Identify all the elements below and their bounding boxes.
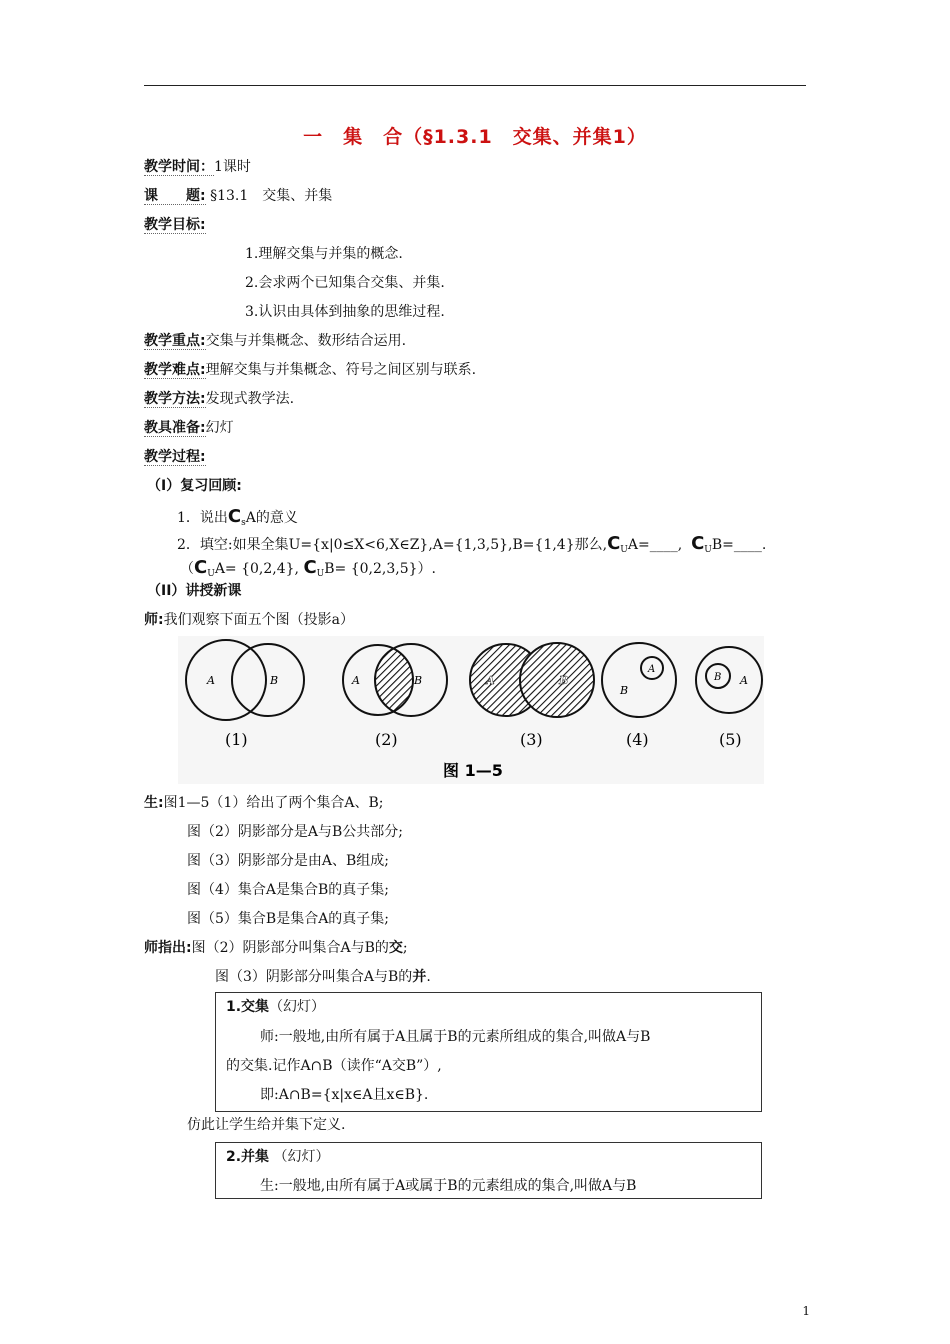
venn-sublabel: (2)	[375, 730, 398, 749]
venn-figure	[178, 636, 764, 784]
box-heading-title: 1.交集	[226, 999, 270, 1015]
complement-symbol: C	[303, 557, 317, 578]
q1-post: A的意义	[245, 510, 298, 526]
ans-a: A= {0,2,4},	[214, 561, 299, 577]
venn-label-b: B	[620, 684, 629, 697]
goal-item: 1.理解交集与并集的概念.	[245, 246, 403, 262]
student-line	[144, 794, 383, 812]
point-out-line	[144, 939, 408, 957]
point-out-label: 师指出:	[144, 940, 192, 956]
tools-label: 教具准备:	[144, 420, 206, 436]
box-text: 生:一般地,由所有属于A或属于B的元素组成的集合,叫做A与B	[260, 1178, 637, 1194]
process-line	[144, 448, 206, 466]
intersection-box	[215, 992, 762, 1112]
point-out-line	[215, 968, 431, 986]
review-question-2	[177, 535, 766, 559]
venn-label-a: A	[648, 664, 656, 675]
header-rule	[144, 85, 806, 86]
review-answer	[180, 559, 436, 583]
venn-sublabel: (5)	[719, 730, 742, 749]
box-heading-note: （幻灯）	[273, 1149, 330, 1165]
complement-symbol: C	[691, 533, 705, 554]
venn-label-a: A	[486, 674, 495, 687]
goal-item: 3.认识由具体到抽象的思维过程.	[245, 304, 445, 320]
review-heading: （I）复习回顾:	[147, 478, 242, 494]
complement-symbol: C	[227, 506, 242, 527]
venn-sublabel: (3)	[520, 730, 543, 749]
goal-label: 教学目标:	[144, 217, 206, 233]
box-text: 即:A∩B={x|x∈A且x∈B}.	[260, 1087, 429, 1103]
new-lesson-heading: （II）讲授新课	[147, 583, 242, 599]
student-line: 图（4）集合A是集合B的真子集;	[187, 882, 390, 898]
imitate-line: 仿此让学生给并集下定义.	[187, 1117, 346, 1133]
difficulty-line	[144, 361, 476, 379]
box-text: 的交集.记作A∩B（读作“A交B”）,	[226, 1058, 442, 1074]
box-heading-title: 2.并集	[226, 1149, 270, 1165]
box-heading	[226, 998, 325, 1016]
time-value: 1课时	[214, 159, 251, 175]
figure-caption: 图 1—5	[443, 761, 503, 780]
point-out-text: 图（2）阴影部分叫集合A与B的	[191, 940, 389, 956]
venn-label-b: B	[414, 674, 423, 687]
topic-value: §13.1 交集、并集	[210, 188, 333, 204]
student-text: 图1—5（1）给出了两个集合A、B;	[163, 795, 384, 811]
box-heading-note: （幻灯）	[269, 999, 326, 1015]
ans-pre: （	[180, 561, 194, 577]
venn-label-a: A	[740, 674, 748, 687]
student-line: 图（2）阴影部分是A与B公共部分;	[187, 824, 404, 840]
venn-label-a: A	[352, 674, 360, 687]
venn-label-b: B	[714, 672, 722, 683]
topic-line	[144, 187, 332, 205]
sub-u: U	[704, 545, 712, 555]
q2-b: B=____.	[711, 537, 767, 553]
venn-sublabel: (1)	[225, 730, 248, 749]
point-out-post: ;	[402, 940, 408, 956]
goal-item: 2.会求两个已知集合交集、并集.	[245, 275, 445, 291]
topic-label: 课 题:	[144, 188, 206, 204]
q1-pre: 1．说出	[177, 510, 228, 526]
time-label: 教学时间：	[144, 159, 214, 175]
box-heading	[226, 1148, 330, 1166]
sub-u: U	[207, 569, 215, 579]
page-title: 一 集 合（§1.3.1 交集、并集1）	[303, 126, 647, 148]
method-line	[144, 390, 294, 408]
venn-3	[470, 643, 594, 717]
key-line	[144, 332, 406, 350]
tools-line	[144, 419, 234, 437]
review-question-1	[177, 508, 298, 532]
complement-symbol: C	[194, 557, 208, 578]
teacher-label: 师:	[144, 612, 164, 628]
difficulty-value: 理解交集与并集概念、符号之间区别与联系.	[205, 362, 477, 378]
teacher-text: 我们观察下面五个图（投影a）	[163, 612, 354, 628]
sub-u: U	[620, 545, 628, 555]
point-out-bold: 并	[412, 969, 427, 985]
method-label: 教学方法:	[144, 391, 206, 407]
venn-label-a: A	[207, 674, 215, 687]
point-out-text: 图（3）阴影部分叫集合A与B的	[215, 969, 413, 985]
page-number: 1	[802, 1304, 810, 1318]
venn-diagrams	[178, 636, 764, 784]
difficulty-label: 教学难点:	[144, 362, 206, 378]
q1-sub: s	[241, 518, 246, 528]
box-text: 师:一般地,由所有属于A且属于B的元素所组成的集合,叫做A与B	[260, 1029, 651, 1045]
point-out-post: .	[426, 969, 431, 985]
student-line: 图（3）阴影部分是由A、B组成;	[187, 853, 390, 869]
complement-symbol: C	[607, 533, 621, 554]
venn-sublabel: (4)	[626, 730, 649, 749]
venn-label-b: B	[559, 674, 569, 687]
key-value: 交集与并集概念、数形结合运用.	[205, 333, 407, 349]
q2-text: 2．填空:如果全集U={x|0≤X<6,X∈Z},A={1,3,5},B={1,4}那么,	[177, 537, 608, 553]
tools-value: 幻灯	[205, 420, 234, 436]
goal-line	[144, 216, 206, 234]
student-line: 图（5）集合B是集合A的真子集;	[187, 911, 390, 927]
point-out-bold: 交	[388, 940, 403, 956]
q2-a: A=____,	[627, 537, 683, 553]
key-label: 教学重点:	[144, 333, 206, 349]
venn-label-b: B	[270, 674, 279, 687]
time-line	[144, 158, 251, 176]
method-value: 发现式教学法.	[205, 391, 295, 407]
union-box	[215, 1142, 762, 1199]
teacher-line	[144, 611, 354, 629]
process-label: 教学过程:	[144, 449, 206, 465]
sub-u: U	[316, 569, 325, 579]
student-label: 生:	[144, 795, 164, 811]
ans-b: B= {0,2,3,5}）.	[324, 561, 436, 577]
